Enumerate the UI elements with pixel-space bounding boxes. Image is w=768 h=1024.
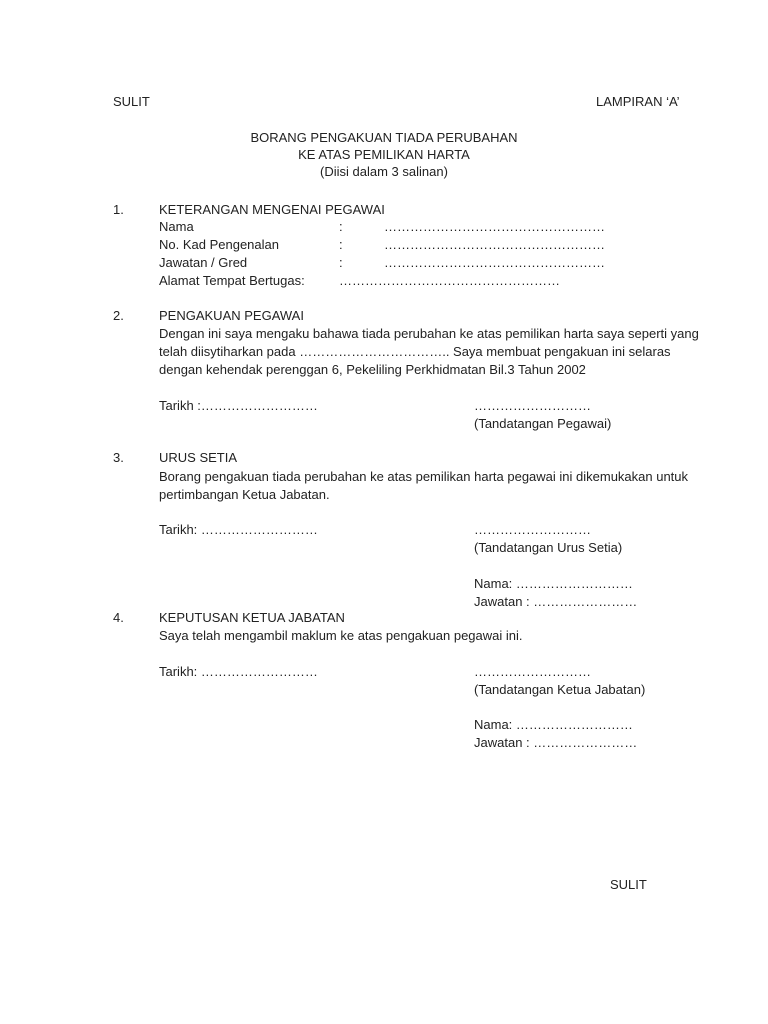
section-4-heading: KEPUTUSAN KETUA JABATAN bbox=[159, 610, 345, 625]
field-jawatan-blank[interactable]: …………………………………………… bbox=[384, 255, 605, 270]
section-1-number: 1. bbox=[113, 202, 124, 217]
section-2-heading: PENGAKUAN PEGAWAI bbox=[159, 308, 304, 323]
section-2-number: 2. bbox=[113, 308, 124, 323]
field-nama-label: Nama bbox=[159, 219, 194, 234]
section-4-name-field[interactable]: Nama: ……………………… bbox=[474, 717, 633, 732]
section-2-signature-line[interactable]: ……………………… bbox=[474, 398, 591, 413]
field-ic-colon: : bbox=[339, 237, 343, 252]
section-3-signature-line[interactable]: ……………………… bbox=[474, 522, 591, 537]
section-4-position-field[interactable]: Jawatan : …………………… bbox=[474, 735, 638, 750]
section-3-position-field[interactable]: Jawatan : …………………… bbox=[474, 594, 638, 609]
form-title bbox=[0, 129, 768, 180]
section-4-date-field[interactable]: Tarikh: ……………………… bbox=[159, 664, 318, 679]
field-alamat-blank[interactable]: …………………………………………… bbox=[339, 273, 560, 288]
section-2-body-line: Dengan ini saya mengaku bahawa tiada perubahan ke atas pemilikan harta saya seperti yang bbox=[159, 326, 699, 341]
section-3-body-line: Borang pengakuan tiada perubahan ke atas pemilikan harta pegawai ini dikemukakan untuk bbox=[159, 469, 689, 484]
field-ic-blank[interactable]: …………………………………………… bbox=[384, 237, 605, 252]
section-2-body-line: telah diisytiharkan pada …………………………….. Saya membuat pengakuan ini selaras bbox=[159, 344, 671, 359]
field-nama-colon: : bbox=[339, 219, 343, 234]
field-jawatan-colon: : bbox=[339, 255, 343, 270]
section-3-date-field[interactable]: Tarikh: ……………………… bbox=[159, 522, 318, 537]
title-line-2: KE ATAS PEMILIKAN HARTA bbox=[298, 147, 470, 162]
section-3-name-field[interactable]: Nama: ……………………… bbox=[474, 576, 633, 591]
section-4-signature-caption: (Tandatangan Ketua Jabatan) bbox=[474, 682, 646, 697]
section-2-date-field[interactable]: Tarikh :……………………… bbox=[159, 398, 318, 413]
field-alamat-label: Alamat Tempat Bertugas: bbox=[159, 273, 305, 288]
section-3-number: 3. bbox=[113, 450, 124, 465]
field-nama-blank[interactable]: …………………………………………… bbox=[384, 219, 605, 234]
section-2-body-line: dengan kehendak perenggan 6, Pekeliling Perkhidmatan Bil.3 Tahun 2002 bbox=[159, 362, 586, 377]
header-attachment-label: LAMPIRAN ‘A’ bbox=[596, 94, 680, 109]
field-jawatan-label: Jawatan / Gred bbox=[159, 255, 248, 270]
title-line-1: BORANG PENGAKUAN TIADA PERUBAHAN bbox=[250, 130, 518, 145]
title-line-3: (Diisi dalam 3 salinan) bbox=[320, 164, 448, 179]
footer-classification: SULIT bbox=[610, 877, 647, 892]
section-1-heading: KETERANGAN MENGENAI PEGAWAI bbox=[159, 202, 385, 217]
section-4-signature-line[interactable]: ……………………… bbox=[474, 664, 591, 679]
section-3-heading: URUS SETIA bbox=[159, 450, 238, 465]
section-4-number: 4. bbox=[113, 610, 124, 625]
field-ic-label: No. Kad Pengenalan bbox=[159, 237, 279, 252]
section-2-signature-caption: (Tandatangan Pegawai) bbox=[474, 416, 612, 431]
header-classification: SULIT bbox=[113, 94, 150, 109]
section-3-signature-caption: (Tandatangan Urus Setia) bbox=[474, 540, 623, 555]
section-3-body-line: pertimbangan Ketua Jabatan. bbox=[159, 487, 330, 502]
section-4-body-line: Saya telah mengambil maklum ke atas pengakuan pegawai ini. bbox=[159, 628, 523, 643]
